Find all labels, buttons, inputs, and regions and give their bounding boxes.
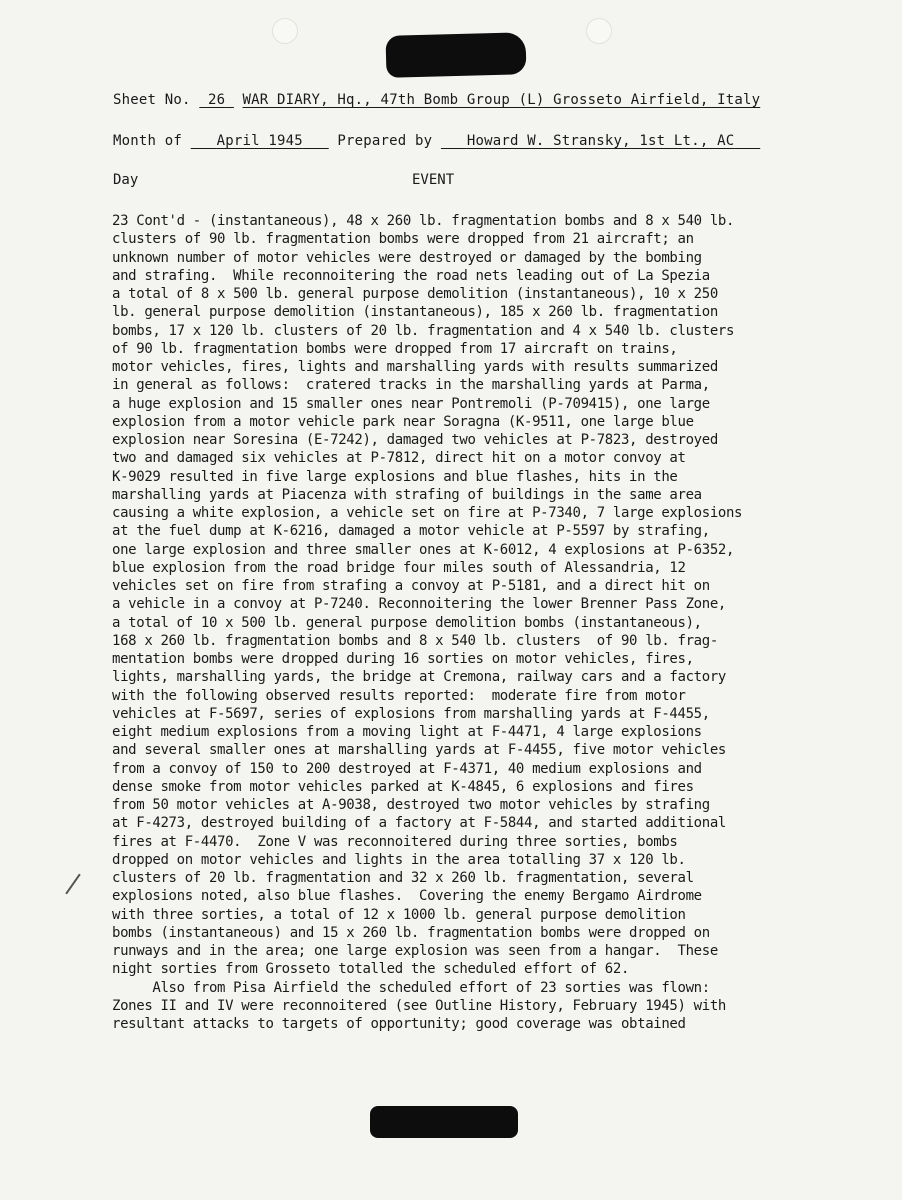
- punch-hole-mark: [272, 18, 298, 44]
- diary-line: a total of 10 x 500 lb. general purpose demolition bombs (instantaneous),: [112, 614, 702, 631]
- day-column-heading: Day: [113, 172, 139, 188]
- diary-line: eight medium explosions from a moving light at F-4471, 4 large explosions: [112, 724, 702, 740]
- diary-line: unknown number of motor vehicles were destroyed or damaged by the bombing: [112, 249, 702, 266]
- punch-hole-mark: [586, 18, 612, 44]
- diary-line: blue explosion from the road bridge four miles south of Alessandria, 12: [112, 559, 686, 576]
- sheet-label: Sheet No.: [113, 92, 191, 108]
- diary-line: lights, marshalling yards, the bridge at Cremona, railway cars and a factory: [112, 669, 726, 686]
- diary-line: a total of 8 x 500 lb. general purpose demolition (instantaneous), 10 x 250: [112, 286, 718, 302]
- redaction-block-bottom: [370, 1106, 518, 1138]
- diary-line: night sorties from Grosseto totalled the scheduled effort of 62.: [112, 961, 630, 978]
- diary-line: of 90 lb. fragmentation bombs were dropped from 17 aircraft on trains,: [112, 340, 678, 357]
- diary-line: a vehicle in a convoy at P-7240. Reconnoitering the lower Brenner Pass Zone,: [112, 596, 726, 613]
- month-label: Month of: [113, 133, 183, 149]
- diary-line: clusters of 90 lb. fragmentation bombs were dropped from 21 aircraft; an: [112, 231, 694, 248]
- diary-line: and strafing. While reconnoitering the road nets leading out of La Spezia: [112, 267, 710, 284]
- diary-line: 168 x 260 lb. fragmentation bombs and 8 x 540 lb. clusters of 90 lb. frag-: [112, 632, 718, 649]
- diary-line: runways and in the area; one large explosion was seen from a hangar. These: [112, 943, 718, 959]
- diary-line: bombs, 17 x 120 lb. clusters of 20 lb. fragmentation and 4 x 540 lb. clusters: [112, 322, 735, 339]
- sheet-number: 26: [207, 92, 226, 108]
- diary-line: marshalling yards at Piacenza with strafing of buildings in the same area: [112, 486, 702, 503]
- event-column-heading: EVENT: [412, 172, 455, 188]
- diary-line: from a convoy of 150 to 200 destroyed at F-4371, 40 medium explosions and: [112, 760, 702, 777]
- diary-title: WAR DIARY, Hq., 47th Bomb Group (L) Grosseto Airfield, Italy: [242, 92, 761, 108]
- diary-line: in general as follows: cratered tracks in the marshalling yards at Parma,: [112, 377, 710, 394]
- prepared-value: Howard W. Stransky, 1st Lt., AC: [466, 133, 735, 149]
- diary-line: motor vehicles, fires, lights and marshalling yards with results summarized: [112, 359, 718, 375]
- redaction-block-top: [385, 32, 526, 78]
- diary-line: causing a white explosion, a vehicle set on fire at P-7340, 7 large explosions: [112, 505, 743, 521]
- diary-line: two and damaged six vehicles at P-7812, direct hit on a motor convoy at: [112, 450, 686, 467]
- diary-line: explosion from a motor vehicle park near Soragna (K-9511, one large blue: [112, 413, 694, 430]
- diary-line: clusters of 20 lb. fragmentation and 32 x 260 lb. fragmentation, several: [112, 870, 694, 886]
- margin-pencil-mark: [65, 874, 80, 895]
- diary-line: with the following observed results reported: moderate fire from motor: [112, 687, 686, 704]
- diary-line: dense smoke from motor vehicles parked at K-4845, 6 explosions and fires: [112, 778, 694, 795]
- diary-line: dropped on motor vehicles and lights in the area totalling 37 x 120 lb.: [112, 851, 686, 868]
- diary-line: one large explosion and three smaller ones at K-6012, 4 explosions at P-6352,: [112, 541, 735, 558]
- diary-line: 23 Cont'd - (instantaneous), 48 x 260 lb. fragmentation bombs and 8 x 540 lb.: [112, 213, 735, 229]
- diary-line: a huge explosion and 15 smaller ones near Pontremoli (P-709415), one large: [112, 395, 710, 412]
- diary-line: from 50 motor vehicles at A-9038, destroyed two motor vehicles by strafing: [112, 797, 710, 813]
- diary-line: Zones II and IV were reconnoitered (see Outline History, February 1945) with: [112, 997, 726, 1014]
- diary-line: Also from Pisa Airfield the scheduled effort of 23 sorties was flown:: [112, 979, 710, 996]
- diary-line: vehicles at F-5697, series of explosions from marshalling yards at F-4455,: [112, 705, 710, 722]
- diary-line: with three sorties, a total of 12 x 1000 lb. general purpose demolition: [112, 906, 686, 923]
- diary-entry-text: [112, 212, 847, 1033]
- sheet-header-line: [113, 92, 760, 108]
- diary-line: K-9029 resulted in five large explosions and blue flashes, hits in the: [112, 468, 678, 485]
- diary-line: resultant attacks to targets of opportunity; good coverage was obtained: [112, 1016, 686, 1032]
- diary-line: fires at F-4470. Zone V was reconnoitered during three sorties, bombs: [112, 833, 678, 850]
- prepared-label: Prepared by: [337, 133, 433, 149]
- diary-line: at the fuel dump at K-6216, damaged a motor vehicle at P-5597 by strafing,: [112, 523, 710, 540]
- diary-line: at F-4273, destroyed building of a factory at F-5844, and started additional: [112, 815, 726, 832]
- diary-line: mentation bombs were dropped during 16 sorties on motor vehicles, fires,: [112, 651, 694, 667]
- diary-line: and several smaller ones at marshalling yards at F-4455, five motor vehicles: [112, 742, 726, 759]
- month-value: April 1945: [216, 133, 303, 149]
- diary-line: explosions noted, also blue flashes. Covering the enemy Bergamo Airdrome: [112, 888, 702, 905]
- diary-line: bombs (instantaneous) and 15 x 260 lb. fragmentation bombs were dropped on: [112, 924, 710, 941]
- diary-line: vehicles set on fire from strafing a convoy at P-5181, and a direct hit on: [112, 578, 710, 594]
- month-header-line: [113, 133, 760, 149]
- diary-line: explosion near Soresina (E-7242), damaged two vehicles at P-7823, destroyed: [112, 432, 718, 448]
- diary-line: lb. general purpose demolition (instantaneous), 185 x 260 lb. fragmentation: [112, 304, 718, 321]
